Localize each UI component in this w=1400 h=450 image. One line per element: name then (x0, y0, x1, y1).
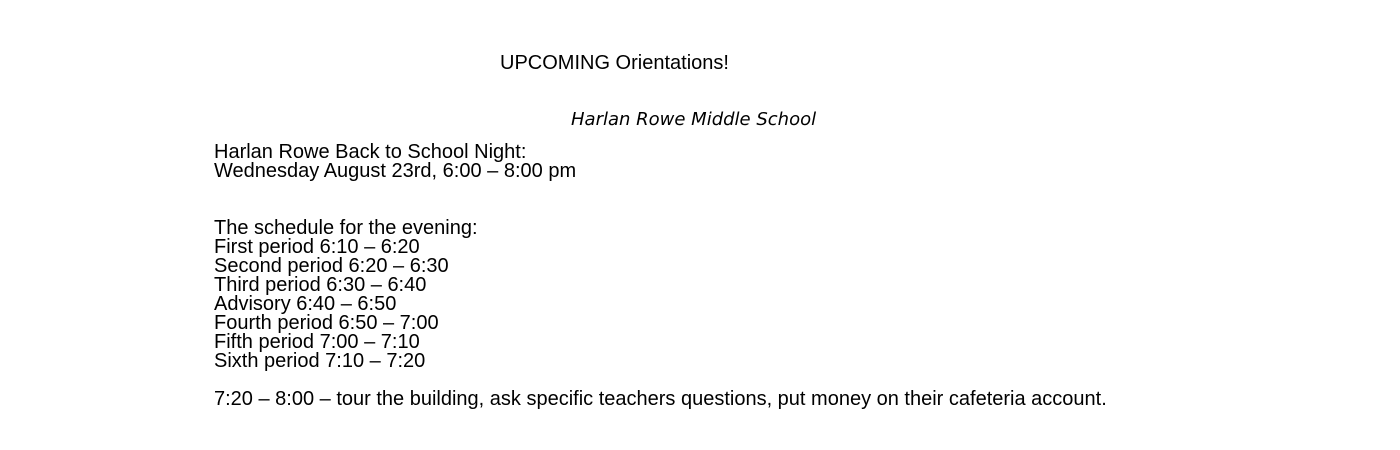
schedule-period: Advisory 6:40 – 6:50 (214, 293, 397, 315)
closing-text: 7:20 – 8:00 – tour the building, ask specific teachers questions, put money on their cafeteria account. (214, 388, 1107, 410)
event-date-time: Wednesday August 23rd, 6:00 – 8:00 pm (214, 160, 577, 182)
closing-note (214, 390, 1107, 409)
page-heading: UPCOMING Orientations! (500, 52, 729, 74)
schedule-period: Sixth period 7:10 – 7:20 (214, 350, 426, 372)
schedule (214, 219, 478, 371)
school-name: Harlan Rowe Middle School (571, 109, 817, 130)
event-title: Harlan Rowe Back to School Night: (214, 141, 527, 163)
schedule-period: Fifth period 7:00 – 7:10 (214, 331, 420, 353)
event-info (214, 143, 576, 181)
schedule-period: Third period 6:30 – 6:40 (214, 274, 427, 296)
schedule-period: Second period 6:20 – 6:30 (214, 255, 449, 277)
schedule-intro: The schedule for the evening: (214, 217, 478, 239)
schedule-period: Fourth period 6:50 – 7:00 (214, 312, 439, 334)
schedule-period: First period 6:10 – 6:20 (214, 236, 420, 258)
